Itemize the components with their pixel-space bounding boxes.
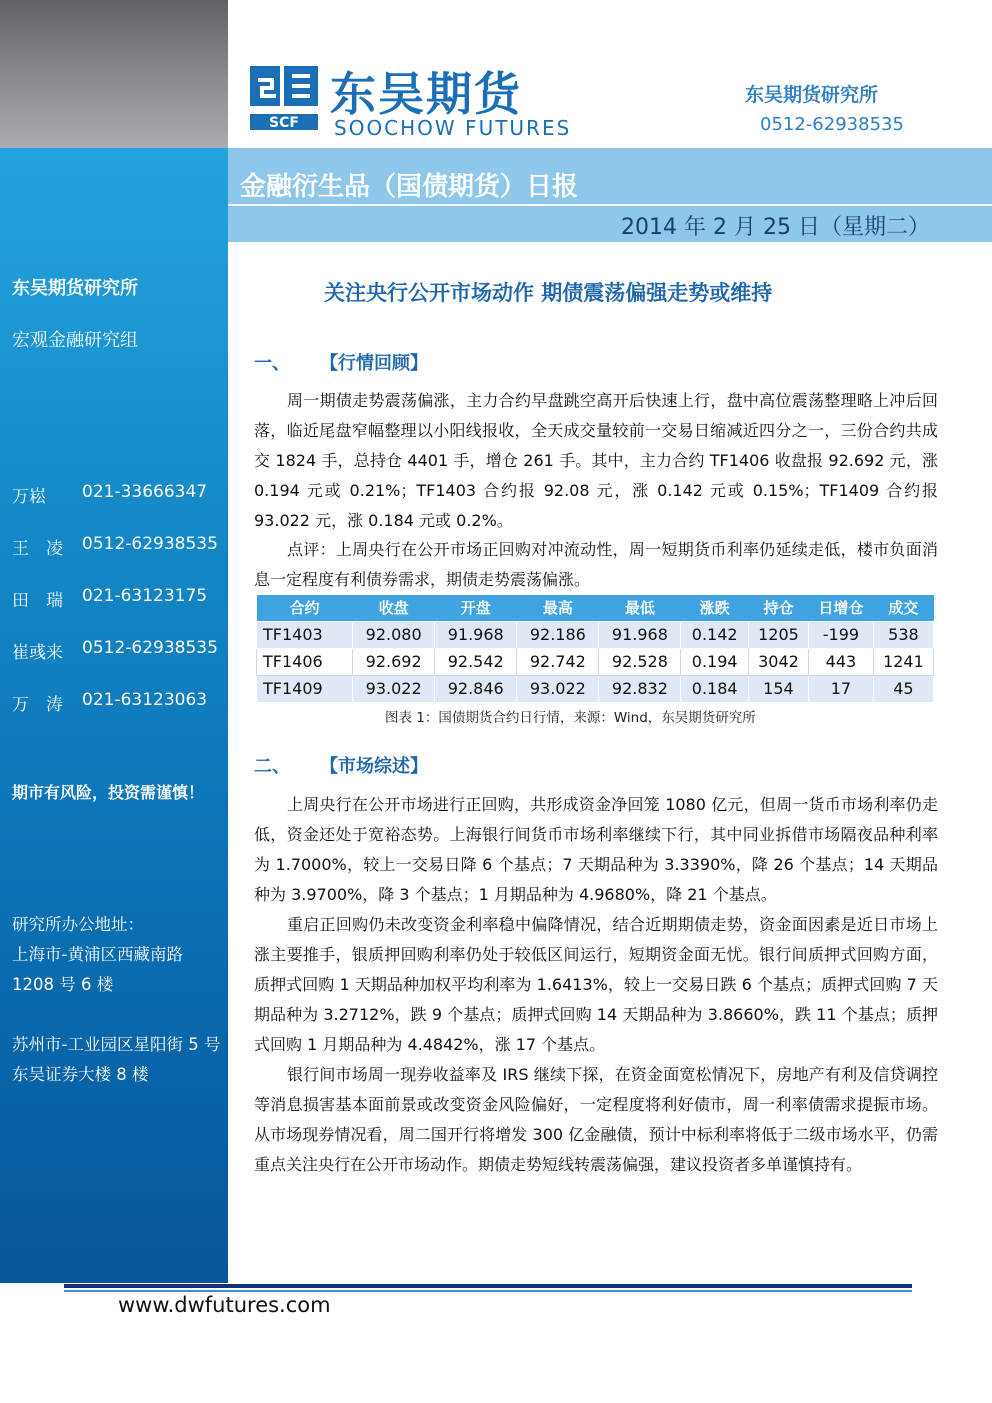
table-cell: 92.742 bbox=[517, 648, 599, 675]
table-header: 最高 bbox=[517, 595, 599, 621]
table-cell: 0.184 bbox=[681, 675, 748, 702]
table-cell: TF1409 bbox=[257, 675, 353, 702]
contact-name: 万 涛 bbox=[12, 695, 63, 715]
table-header: 日增仓 bbox=[809, 595, 874, 621]
table-cell: -199 bbox=[809, 621, 874, 648]
table-cell: 91.968 bbox=[435, 621, 517, 648]
footer-website-link[interactable]: www.dwfutures.com bbox=[118, 1293, 331, 1317]
address-label: 研究所办公地址： bbox=[12, 915, 144, 934]
logo-mark-text: SCF bbox=[269, 115, 299, 131]
contact-item bbox=[12, 690, 207, 715]
table-cell: 1241 bbox=[873, 648, 933, 675]
sidebar-group: 宏观金融研究组 bbox=[12, 330, 138, 351]
banner-divider bbox=[228, 204, 992, 206]
footer-divider bbox=[64, 1284, 912, 1288]
table-cell: 92.846 bbox=[435, 675, 517, 702]
table-cell: 92.080 bbox=[353, 621, 435, 648]
address-suzhou: 苏州市-工业园区星阳街 5 号东吴证券大楼 8 楼 bbox=[12, 1035, 221, 1084]
section-title: 【市场综述】 bbox=[320, 756, 428, 777]
contact-phone: 0512-62938535 bbox=[82, 534, 218, 554]
contact-name: 万崧 bbox=[12, 487, 46, 507]
footer-divider-thin bbox=[64, 1290, 912, 1292]
contact-name: 崔彧来 bbox=[12, 643, 63, 663]
header-phone: 0512-62938535 bbox=[760, 114, 904, 135]
header-org: 东吴期货研究所 bbox=[745, 84, 879, 106]
table-cell: 0.142 bbox=[681, 621, 748, 648]
logo-en: SOOCHOW FUTURES bbox=[334, 116, 572, 140]
contact-name: 王 凌 bbox=[12, 539, 63, 559]
table-header-row bbox=[257, 595, 934, 621]
address-shanghai: 上海市-黄浦区西藏南路 1208 号 6 楼 bbox=[12, 945, 183, 994]
table-header: 最低 bbox=[599, 595, 681, 621]
table-header: 合约 bbox=[257, 595, 353, 621]
paragraph-comment: 点评：上周央行在公开市场正回购对冲流动性，周一短期货币利率仍延续走低，楼市负面消息一定程度有利债券需求，期债走势震荡偏涨。 bbox=[254, 540, 938, 589]
risk-warning: 期市有风险，投资需谨慎！ bbox=[12, 783, 205, 802]
table-cell: 92.528 bbox=[599, 648, 681, 675]
table-header: 持仓 bbox=[748, 595, 808, 621]
table-cell: 92.186 bbox=[517, 621, 599, 648]
section-heading bbox=[254, 752, 428, 778]
report-date: 2014 年 2 月 25 日（星期二） bbox=[621, 215, 930, 240]
table-cell: 17 bbox=[809, 675, 874, 702]
table-cell: 93.022 bbox=[517, 675, 599, 702]
contact-item bbox=[12, 638, 218, 663]
table-cell: 92.692 bbox=[353, 648, 435, 675]
contact-phone: 021-63123175 bbox=[82, 586, 208, 606]
table-row bbox=[257, 675, 934, 702]
contact-phone: 021-33666347 bbox=[82, 482, 208, 502]
table-cell: 92.832 bbox=[599, 675, 681, 702]
contact-phone: 021-63123063 bbox=[82, 690, 208, 710]
paragraph: 重启正回购仍未改变资金利率稳中偏降情况，结合近期期债走势，资金面因素是近日市场上涨主要推手，银质押回购利率仍处于较低区间运行，短期资金面无忧。银行间质押式回购方面，质押式回购 1 天期品种加权平均利率为 1.6413%，较上一交易日跌 6 个基点；质押式回购 7 天期品种为 3.2712%，跌 9 个基点；质押式回购 14 天期品种为 3.8660%，跌 11 个基点；质押式回购 1 月期品种为 4.4842%，涨 17 个基点。 bbox=[254, 915, 938, 1054]
paragraph: 银行间市场周一现券收益率及 IRS 继续下探，在资金面宽松情况下，房地产有利及信贷调控等消息损害基本面前景或改变资金风险偏好，一定程度将利好债市，周一利率债需求提振市场。从市场现券情况看，周二国开行将增发 300 亿金融债，预计中标利率将低于二级市场水平，仍需重点关注央行在公开市场动作。期债走势短线转震荡偏强，建议投资者多单谨慎持有。 bbox=[254, 1065, 938, 1174]
table-cell: 443 bbox=[809, 648, 874, 675]
table-header: 收盘 bbox=[353, 595, 435, 621]
logo-cn: 东吴期货 bbox=[330, 67, 522, 121]
table-row bbox=[257, 621, 934, 648]
table-header: 成交 bbox=[873, 595, 933, 621]
futures-quote-table bbox=[256, 595, 934, 703]
contact-item bbox=[12, 586, 207, 611]
paragraph: 周一期债走势震荡偏涨，主力合约早盘跳空高开后快速上行，盘中高位震荡整理略上冲后回落，临近尾盘窄幅整理以小阳线报收，全天成交量较前一交易日缩减近四分之一，三份合约共成交 1824 手，总持仓 4401 手，增仓 261 手。其中，主力合约 TF1406 收盘报 92.692 元，涨 0.194 元或 0.21%；TF1403 合约报 92.08 元，涨 0.142 元或 0.15%；TF1409 合约报 93.022 元，涨 0.184 元或 0.2%。 bbox=[254, 391, 938, 530]
contact-name: 田 瑞 bbox=[12, 591, 63, 611]
paragraph: 上周央行在公开市场进行正回购，共形成资金净回笼 1080 亿元，但周一货币市场利率仍走低，资金还处于宽裕态势。上海银行间货币市场利率继续下行，其中同业拆借市场隔夜品种利率为 1.7000%，较上一交易日降 6 个基点；7 天期品种为 3.3390%，降 26 个基点；14 天期品种为 3.9700%，降 3 个基点；1 月期品种为 4.9680%，降 21 个基点。 bbox=[254, 795, 938, 904]
table-cell: 154 bbox=[748, 675, 808, 702]
section-heading bbox=[254, 349, 428, 375]
table-cell: TF1403 bbox=[257, 621, 353, 648]
sidebar-header-block bbox=[0, 0, 228, 148]
table-cell: 1205 bbox=[748, 621, 808, 648]
contact-item bbox=[12, 482, 207, 507]
table-cell: 91.968 bbox=[599, 621, 681, 648]
table-header: 开盘 bbox=[435, 595, 517, 621]
table-cell: 45 bbox=[873, 675, 933, 702]
section-title: 【行情回顾】 bbox=[320, 353, 428, 374]
report-title: 金融衍生品（国债期货）日报 bbox=[240, 172, 579, 202]
table-caption: 图表 1：国债期货合约日行情，来源：Wind，东吴期货研究所 bbox=[385, 710, 756, 726]
article-title: 关注央行公开市场动作 期债震荡偏强走势或维持 bbox=[324, 281, 773, 305]
table-row bbox=[257, 648, 934, 675]
table-cell: 3042 bbox=[748, 648, 808, 675]
table-cell: TF1406 bbox=[257, 648, 353, 675]
section-number: 二、 bbox=[254, 756, 290, 777]
section-number: 一、 bbox=[254, 353, 290, 374]
sidebar-org: 东吴期货研究所 bbox=[12, 278, 138, 299]
table-cell: 92.542 bbox=[435, 648, 517, 675]
contact-phone: 0512-62938535 bbox=[82, 638, 218, 658]
table-cell: 0.194 bbox=[681, 648, 748, 675]
sidebar bbox=[0, 148, 228, 1283]
table-header: 涨跌 bbox=[681, 595, 748, 621]
table-cell: 538 bbox=[873, 621, 933, 648]
contact-item bbox=[12, 534, 218, 559]
table-cell: 93.022 bbox=[353, 675, 435, 702]
soochow-logo-icon bbox=[248, 62, 320, 134]
